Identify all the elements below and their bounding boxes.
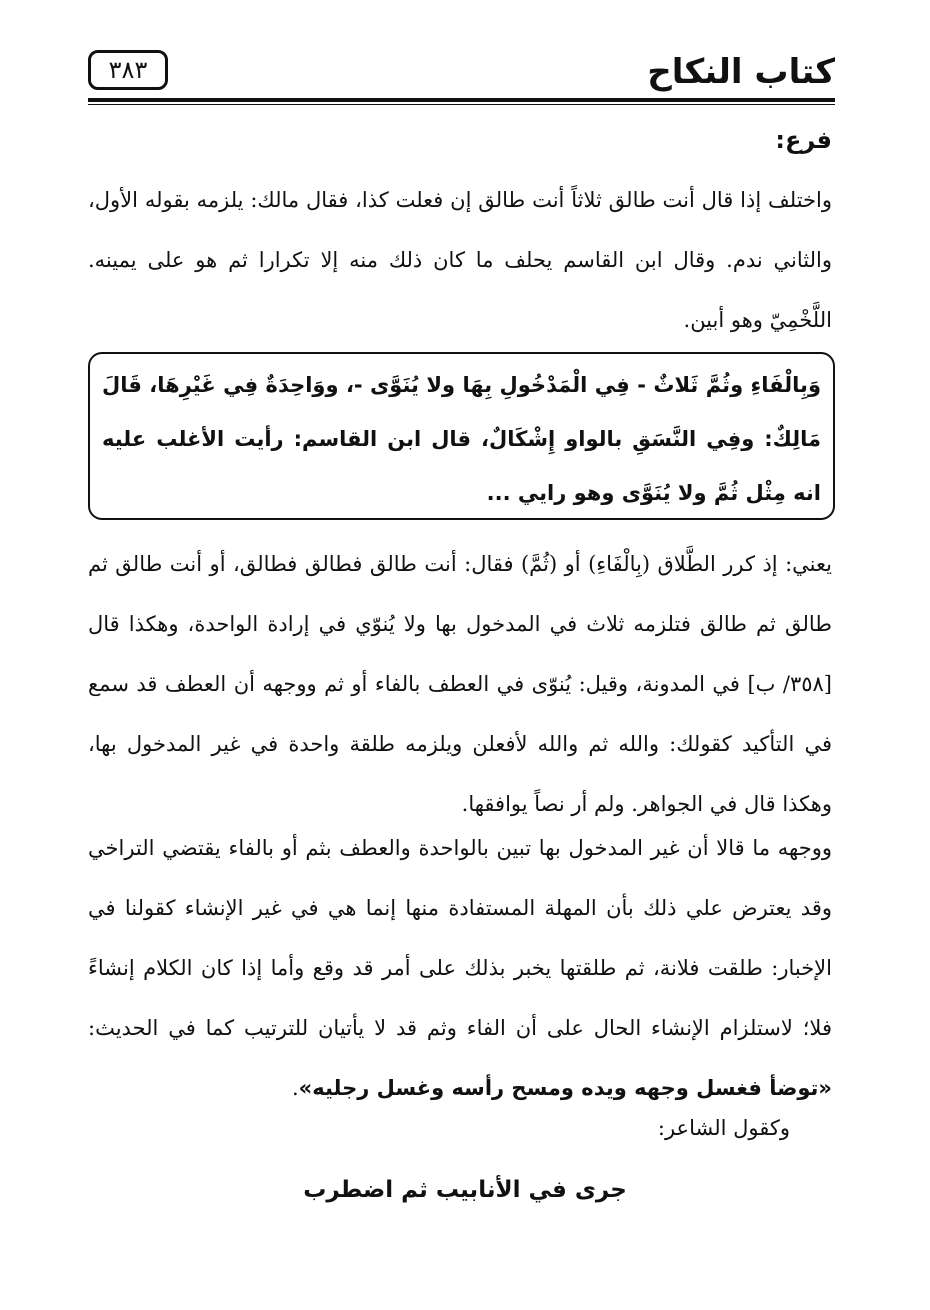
paragraph-2: يعني: إذ كرر الطَّلاق (بِالْفَاءِ) أو (ثُمَّ) فقال: أنت طالق فطالق فطالق، أو أنت طالق ثم طالق ثم طالق فتلزمه ثلاث في المدخول بها ولا يُنوّي في إرادة الواحدة، وهكذا قال [٣٥٨/ ب] في المدونة، وقيل: يُنوّى في العطف بالفاء أو ثم ووجهه أن العطف قد سمع في التأكيد كقولك: والله ثم والله لأفعلن ويلزمه طلقة واحدة في غير المدخول بها، وهكذا قال في الجواهر. ولم أر نصاً يوافقها.: [88, 552, 832, 816]
poet-intro: وكقول الشاعر:: [657, 1116, 790, 1140]
hadith-quote: «توضأ فغسل وجهه ويده ومسح رأسه وغسل رجليه»: [298, 1076, 832, 1100]
matn-text-box: [88, 352, 835, 520]
matn-text: وَبِالْفَاءِ وثُمَّ ثَلاثٌ - فِي الْمَدْخُولِ بِهَا ولا يُنَوَّى -، ووَاحِدَةٌ فِي غَيْرِهَا، قَالَ مَالِكٌ: وفِي النَّسَقِ بالواو إِشْكَالٌ، قال ابن القاسم: رأيت الأغلب عليه انه مِثْل ثُمَّ ولا يُنَوَّى وهو رايي ...: [102, 373, 821, 505]
page-header: [88, 44, 835, 104]
paragraph-3-end: .: [291, 1076, 299, 1100]
poetry-verse: جرى في الأنابيب ثم اضطرب: [303, 1177, 627, 1203]
paragraph-1: واختلف إذا قال أنت طالق ثلاثاً أنت طالق إن فعلت كذا، فقال مالك: يلزمه بقوله الأول، والثاني ندم. وقال ابن القاسم يحلف ما كان ذلك منه إلا تكرارا ثم هو على يمينه. اللَّخْمِيّ وهو أبين.: [88, 188, 832, 332]
header-divider-thin: [88, 104, 835, 105]
section-heading: فرع:: [775, 126, 832, 154]
paragraph-3: [88, 818, 832, 1118]
header-divider: [88, 98, 835, 102]
page-number: ٣٨٣: [88, 50, 168, 90]
paragraph-3-text: ووجهه ما قالا أن غير المدخول بها تبين بالواحدة والعطف بثم أو بالفاء يقتضي التراخي وقد يعترض علي ذلك بأن المهلة المستفادة منها إنما هي في غير الإنشاء كقولنا في الإخبار: طلقت فلانة، ثم طلقتها يخبر بذلك على أمر قد وقع وأما إذا كان الكلام إنشاءً فلا؛ لاستلزام الإنشاء الحال على أن الفاء وثم قد لا يأتيان للترتيب كما في الحديث:: [88, 836, 832, 1040]
book-title: كتاب النكاح: [647, 52, 835, 92]
